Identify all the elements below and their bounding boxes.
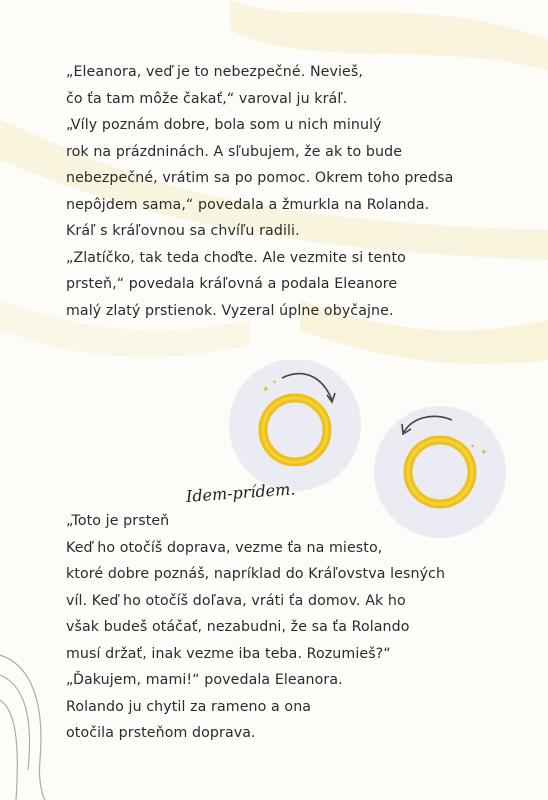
svg-text:✦: ✦ (272, 379, 278, 386)
text-line: „Eleanora, veď je to nebezpečné. Nevieš, (66, 64, 363, 80)
text-line: musí držať, inak vezme iba teba. Rozumieš?“ (66, 645, 391, 662)
story-paragraph-1 (66, 59, 453, 324)
ring-rotate-right-icon (229, 360, 361, 491)
text-line: malý zlatý prstienok. Vyzeral úplne obyčajne. (66, 302, 394, 319)
text-line: „Ďakujem, mami!“ povedala Eleanora. (66, 672, 343, 688)
text-line: nebezpečné, vrátim sa po pomoc. Okrem toho predsa (66, 170, 454, 186)
text-line: rok na prázdninách. A sľubujem, že ak to bude (66, 143, 403, 160)
svg-text:✦: ✦ (470, 443, 476, 450)
text-line: prsteň,“ povedala kráľovná a podala Eleanore (66, 276, 398, 292)
text-line: Rolando ju chytil za rameno a ona (66, 698, 312, 715)
text-line: „Zlatíčko, tak teda choďte. Ale vezmite si tento (66, 249, 406, 266)
text-line: však budeš otáčať, nezabudni, že sa ťa Rolando (66, 619, 410, 635)
story-paragraph-2 (66, 508, 445, 747)
text-line: nepôjdem sama,“ povedala a žmurkla na Rolanda. (66, 196, 430, 213)
text-line: otočila prsteňom doprava. (66, 725, 256, 741)
ring-name-label: Idem-prídem. (185, 479, 296, 506)
text-line: „Víly poznám dobre, bola som u nich minulý (66, 117, 382, 133)
text-line: „Toto je prsteň (66, 513, 170, 529)
text-line: Kráľ s kráľovnou sa chvíľu radili. (66, 223, 300, 239)
svg-text:✦: ✦ (262, 385, 270, 395)
text-line: ktoré dobre poznáš, napríklad do Kráľovstva lesných (66, 566, 446, 582)
text-line: víl. Keď ho otočíš doľava, vráti ťa domov. Ak ho (66, 592, 406, 609)
svg-text:✦: ✦ (480, 448, 488, 458)
text-line: čo ťa tam môže čakať,“ varoval ju kráľ. (66, 90, 348, 107)
text-line: Keď ho otočíš doprava, vezme ťa na miesto, (66, 539, 383, 556)
